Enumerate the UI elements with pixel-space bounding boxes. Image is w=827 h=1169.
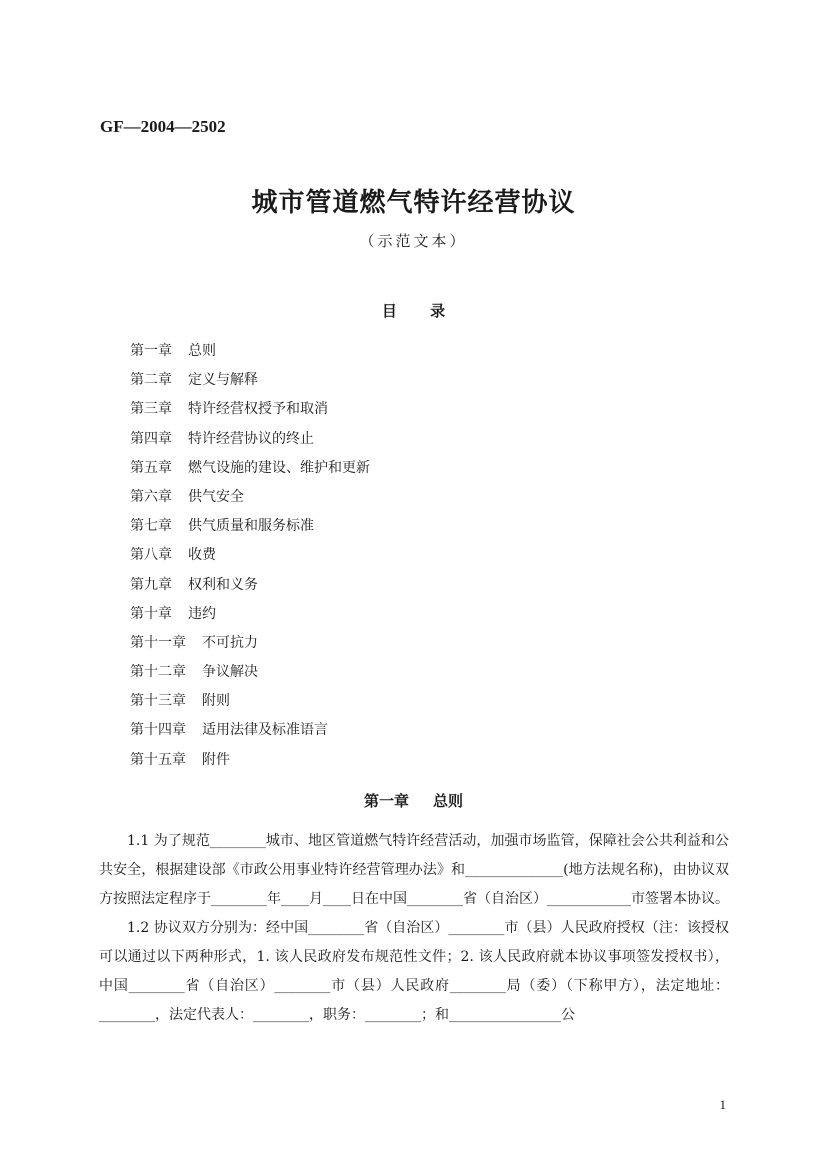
- page-number: 1: [719, 1097, 726, 1112]
- toc-item: [130, 368, 370, 397]
- toc-item: [130, 543, 370, 572]
- toc-item: [130, 602, 370, 631]
- toc-item-title: 权利和义务: [188, 576, 258, 593]
- toc-item-number: 第七章: [130, 518, 172, 535]
- chapter-heading: [0, 790, 827, 811]
- toc-item: [130, 514, 370, 543]
- toc-item-title: 附件: [202, 751, 230, 768]
- toc-item-title: 附则: [202, 693, 230, 710]
- chapter-title: 总则: [433, 792, 464, 810]
- toc-item-title: 适用法律及标准语言: [202, 722, 328, 739]
- toc-item-number: 第三章: [130, 401, 172, 418]
- toc-item: [130, 427, 370, 456]
- toc-item-number: 第十五章: [130, 751, 186, 768]
- paragraph-1-1: 1.1 为了规范________城市、地区管道燃气特许经营活动，加强市场监管，保障社会公共利益和公共安全，根据建设部《市政公用事业特许经营管理办法》和______________(地方法规名称)，由协议双方按照法定程序于________年____月____日在中国________省（自治区）____________市签署本协议。: [99, 833, 729, 907]
- toc-item-number: 第四章: [130, 430, 172, 447]
- toc-item: [130, 397, 370, 426]
- toc-item-number: 第六章: [130, 488, 172, 505]
- toc-item-title: 收费: [188, 547, 216, 564]
- document-subtitle: （示范文本）: [359, 232, 468, 250]
- toc-item: [130, 718, 370, 747]
- toc-item: [130, 339, 370, 368]
- toc-item: [130, 748, 370, 777]
- toc-item-title: 燃气设施的建设、维护和更新: [188, 459, 370, 476]
- toc-item-number: 第十章: [130, 605, 172, 622]
- toc-item: [130, 456, 370, 485]
- document-code: GF—2004—2502: [100, 117, 226, 136]
- paragraph-1-2: 1.2 协议双方分别为：经中国________省（自治区）________市（县）人民政府授权（注：该授权可以通过以下两种形式，1. 该人民政府发布规范性文件；2. 该人民政府就本协议事项签发授权书），中国________省（自治区）________市（县）人民政府________局（委）（下称甲方），法定地址：________，法定代表人：________，职务：________；和________________公: [99, 920, 729, 1023]
- toc-item: [130, 689, 370, 718]
- toc-item-title: 总则: [188, 343, 216, 359]
- toc-item-number: 第十三章: [130, 693, 186, 710]
- toc-item-number: 第十一章: [130, 634, 186, 651]
- toc-item-title: 争议解决: [202, 664, 258, 681]
- toc-item-number: 第十四章: [130, 722, 186, 739]
- table-of-contents: [130, 339, 370, 777]
- chapter-body: [99, 827, 729, 1030]
- toc-item-title: 供气安全: [188, 488, 244, 505]
- toc-item: [130, 631, 370, 660]
- toc-item-number: 第二章: [130, 372, 172, 389]
- document-title: 城市管道燃气特许经营协议: [251, 188, 576, 218]
- toc-item-number: 第一章: [130, 343, 172, 359]
- toc-item-number: 第五章: [130, 459, 172, 476]
- toc-item-number: 第八章: [130, 547, 172, 564]
- toc-item-title: 特许经营协议的终止: [188, 430, 314, 447]
- toc-item-number: 第十二章: [130, 664, 186, 681]
- toc-item-title: 供气质量和服务标准: [188, 518, 314, 535]
- toc-item: [130, 660, 370, 689]
- chapter-number: 第一章: [363, 792, 409, 810]
- toc-item: [130, 573, 370, 602]
- toc-heading: 目 录: [381, 302, 460, 320]
- toc-item-number: 第九章: [130, 576, 172, 593]
- toc-item-title: 特许经营权授予和取消: [188, 401, 328, 418]
- toc-item-title: 违约: [188, 605, 216, 622]
- toc-item-title: 定义与解释: [188, 372, 258, 389]
- toc-item-title: 不可抗力: [202, 634, 258, 651]
- toc-item: [130, 485, 370, 514]
